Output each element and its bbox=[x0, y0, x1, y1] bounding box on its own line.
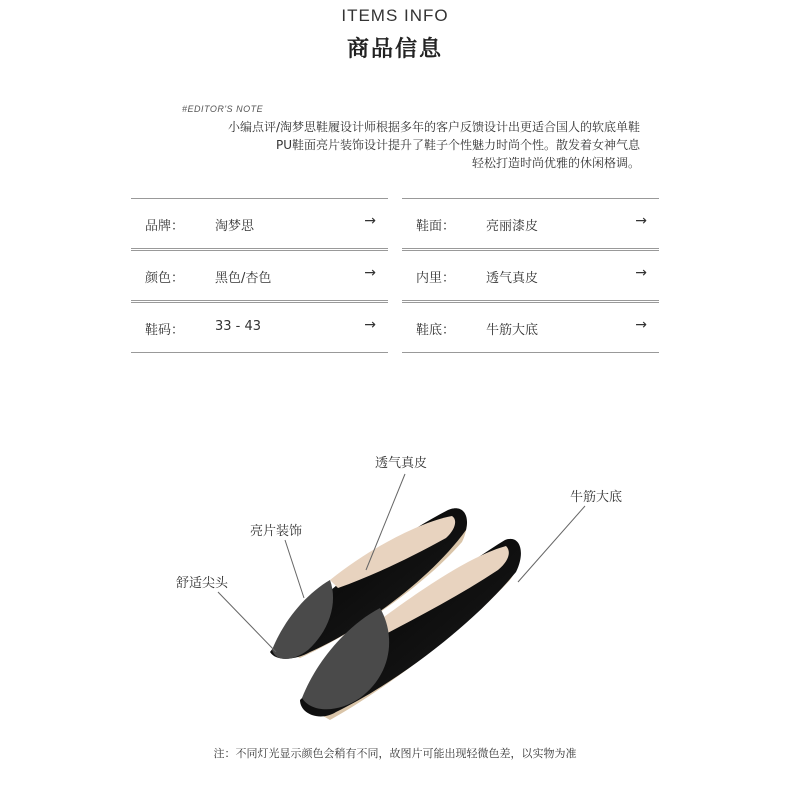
editor-note-label: #EDITOR'S NOTE bbox=[182, 104, 264, 114]
spec-label: 内里： bbox=[416, 271, 456, 286]
callout-line-sole bbox=[518, 506, 585, 582]
spec-row-upper[interactable] bbox=[402, 198, 659, 249]
editor-note-line: 轻松打造时尚优雅的休闲格调。 bbox=[471, 156, 640, 170]
shoe-image bbox=[0, 430, 790, 750]
arrow-right-icon: → bbox=[635, 265, 647, 281]
callout-lining: 透气真皮 bbox=[375, 456, 428, 471]
editor-note-line: 小编点评/淘梦思鞋履设计师根据多年的客户反馈设计出更适合国人的软底单鞋 bbox=[227, 120, 640, 134]
editor-note-line: PU鞋面亮片装饰设计提升了鞋子个性魅力时尚个性。散发着女神气息 bbox=[275, 138, 640, 152]
arrow-right-icon: → bbox=[364, 265, 376, 281]
spec-row-size[interactable] bbox=[131, 302, 388, 353]
spec-value: 33 - 43 bbox=[215, 319, 262, 334]
spec-value: 透气真皮 bbox=[486, 271, 539, 286]
arrow-right-icon: → bbox=[635, 213, 647, 229]
spec-row-brand[interactable] bbox=[131, 198, 388, 249]
spec-value: 亮丽漆皮 bbox=[486, 219, 539, 234]
spec-label: 品牌： bbox=[145, 219, 185, 234]
callout-sequins: 亮片装饰 bbox=[250, 524, 303, 539]
page-title-en: ITEMS INFO bbox=[341, 6, 449, 25]
callout-sole: 牛筋大底 bbox=[570, 490, 623, 505]
spec-value: 黑色/杏色 bbox=[215, 271, 272, 286]
spec-row-lining[interactable] bbox=[402, 250, 659, 301]
arrow-right-icon: → bbox=[364, 317, 376, 333]
spec-label: 鞋底： bbox=[416, 323, 456, 338]
callout-line-toe bbox=[218, 592, 276, 652]
footnote: 注：不同灯光显示颜色会稍有不同，故图片可能出现轻微色差，以实物为准 bbox=[213, 747, 577, 760]
spec-value: 牛筋大底 bbox=[486, 323, 539, 338]
spec-row-sole[interactable] bbox=[402, 302, 659, 353]
spec-label: 鞋码： bbox=[145, 323, 185, 338]
spec-row-color[interactable] bbox=[131, 250, 388, 301]
spec-label: 颜色： bbox=[145, 271, 185, 286]
callout-toe: 舒适尖头 bbox=[176, 576, 229, 591]
arrow-right-icon: → bbox=[635, 317, 647, 333]
back-sequin-cluster bbox=[272, 580, 333, 659]
spec-value: 淘梦思 bbox=[215, 219, 255, 234]
callout-line-sequins bbox=[285, 540, 304, 598]
product-illustration bbox=[0, 430, 790, 750]
spec-label: 鞋面： bbox=[416, 219, 456, 234]
page-title-cn: 商品信息 bbox=[346, 37, 443, 62]
editor-note-text bbox=[150, 118, 640, 172]
arrow-right-icon: → bbox=[364, 213, 376, 229]
